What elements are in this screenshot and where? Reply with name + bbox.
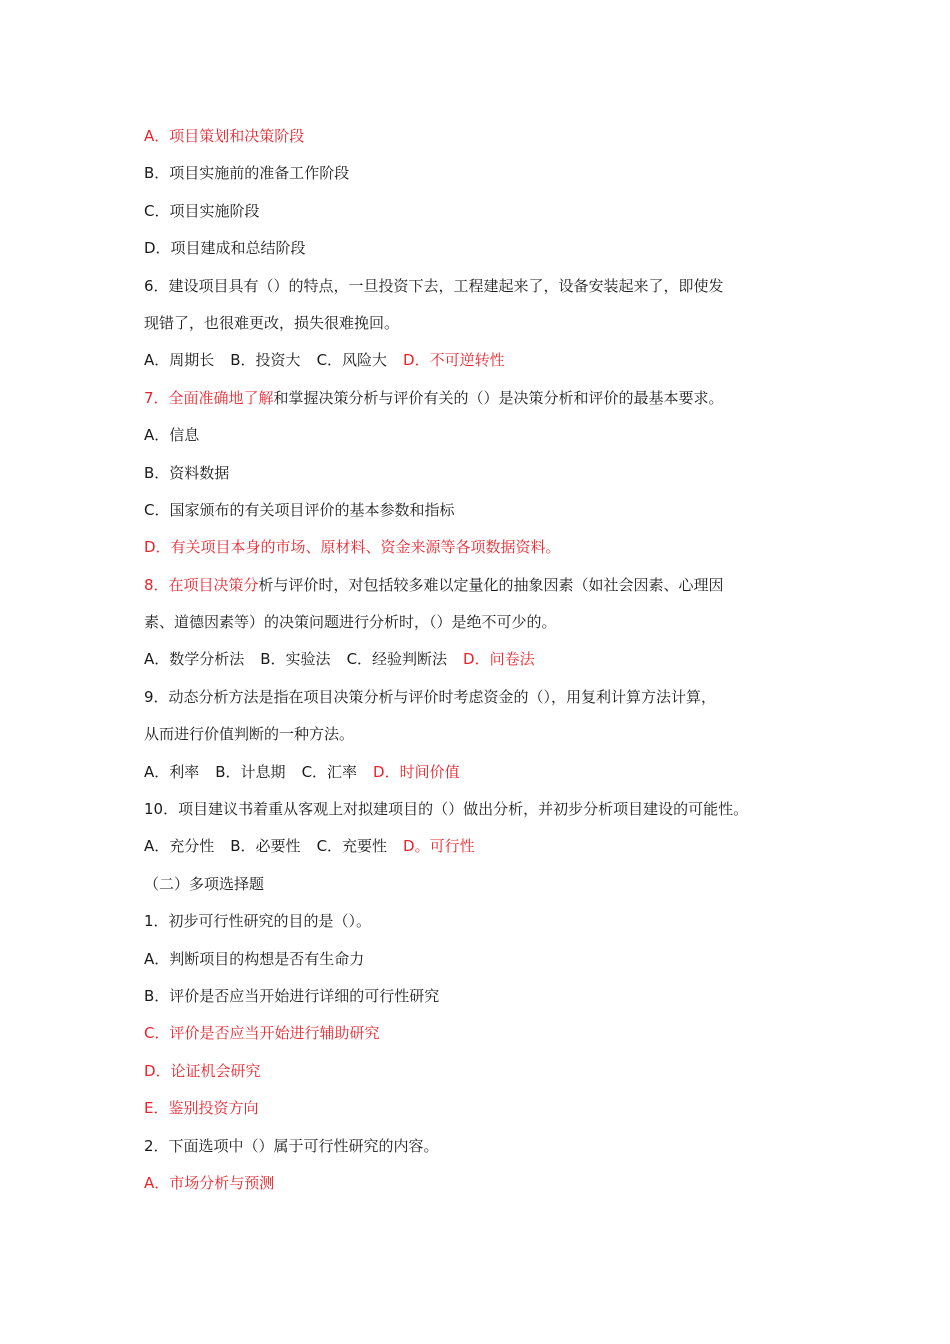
q6-stem-line2: 现错了，也很难更改，损失很难挽回。 xyxy=(144,313,400,332)
m1-option-d-answer: D．论证机会研究 xyxy=(144,1061,261,1080)
q7-option-d-answer: D．有关项目本身的市场、原材料、资金来源等各项数据资料。 xyxy=(144,538,561,557)
m1-stem: 1．初步可行性研究的目的是（）。 xyxy=(144,912,372,931)
q8-option-c: C．经验判断法 xyxy=(346,650,448,669)
q10-stem: 10．项目建议书着重从客观上对拟建项目的（）做出分析，并初步分析项目建设的可能性。 xyxy=(144,800,749,819)
q5-option-d: D．项目建成和总结阶段 xyxy=(144,239,306,258)
q7-stem xyxy=(144,384,844,421)
q7-stem-highlight: 7．全面准确地了解 xyxy=(144,388,274,407)
q8-stem-line2: 素、道德因素等）的决策问题进行分析时，（）是绝不可少的。 xyxy=(144,613,557,632)
q9-option-c: C．汇率 xyxy=(301,762,358,781)
q7-option-a: A．信息 xyxy=(144,426,200,445)
m2-stem: 2．下面选项中（）属于可行性研究的内容。 xyxy=(144,1136,439,1155)
m1-option-b: B．评价是否应当开始进行详细的可行性研究 xyxy=(144,986,440,1005)
q10-option-d-answer: D。可行性 xyxy=(403,837,475,856)
q6-option-d-answer: D．不可逆转性 xyxy=(403,351,505,370)
q9-options xyxy=(144,758,844,795)
m1-option-e-answer: E．鉴别投资方向 xyxy=(144,1099,259,1118)
q10-options xyxy=(144,832,844,869)
q8-stem-highlight: 8．在项目决策分 xyxy=(144,575,259,594)
q7-option-c: C．国家颁布的有关项目评价的基本参数和指标 xyxy=(144,500,455,519)
q9-option-b: B．计息期 xyxy=(215,762,286,781)
q10-option-a: A．充分性 xyxy=(144,837,215,856)
q9-option-a: A．利率 xyxy=(144,762,200,781)
q6-stem-line1: 6．建设项目具有（）的特点，一旦投资下去，工程建起来了，设备安装起来了，即使发 xyxy=(144,276,724,295)
document-body xyxy=(144,122,844,1206)
q8-option-b: B．实验法 xyxy=(260,650,331,669)
q5-option-a-answer: A．项目策划和决策阶段 xyxy=(144,127,305,145)
m1-option-a: A．判断项目的构想是否有生命力 xyxy=(144,949,365,968)
q9-option-d-answer: D．时间价值 xyxy=(373,762,460,781)
m2-option-a-answer: A．市场分析与预测 xyxy=(144,1173,275,1192)
q10-option-c: C．充要性 xyxy=(316,837,388,856)
q8-option-d-answer: D．问卷法 xyxy=(463,650,535,669)
m1-option-c-answer: C．评价是否应当开始进行辅助研究 xyxy=(144,1024,380,1043)
q7-option-b: B．资料数据 xyxy=(144,463,230,482)
q6-option-c: C．风险大 xyxy=(316,351,388,370)
q6-option-a: A．周期长 xyxy=(144,351,215,370)
q7-stem-rest: 和掌握决策分析与评价有关的（）是决策分析和评价的最基本要求。 xyxy=(273,388,724,407)
section-multiple-choice-title: （二）多项选择题 xyxy=(144,874,265,893)
q6-option-b: B．投资大 xyxy=(230,351,301,370)
q6-options xyxy=(144,346,844,383)
q8-stem-line1 xyxy=(144,571,844,608)
q5-option-b: B．项目实施前的准备工作阶段 xyxy=(144,164,350,183)
q10-option-b: B．必要性 xyxy=(230,837,301,856)
q8-options xyxy=(144,645,844,682)
q8-stem-rest: 析与评价时，对包括较多难以定量化的抽象因素（如社会因素、心理因 xyxy=(258,575,724,594)
q9-stem-line1: 9．动态分析方法是指在项目决策分析与评价时考虑资金的（），用复利计算方法计算， xyxy=(144,687,717,706)
q5-option-c: C．项目实施阶段 xyxy=(144,201,260,220)
q9-stem-line2: 从而进行价值判断的一种方法。 xyxy=(144,725,355,744)
q8-option-a: A．数学分析法 xyxy=(144,650,245,669)
